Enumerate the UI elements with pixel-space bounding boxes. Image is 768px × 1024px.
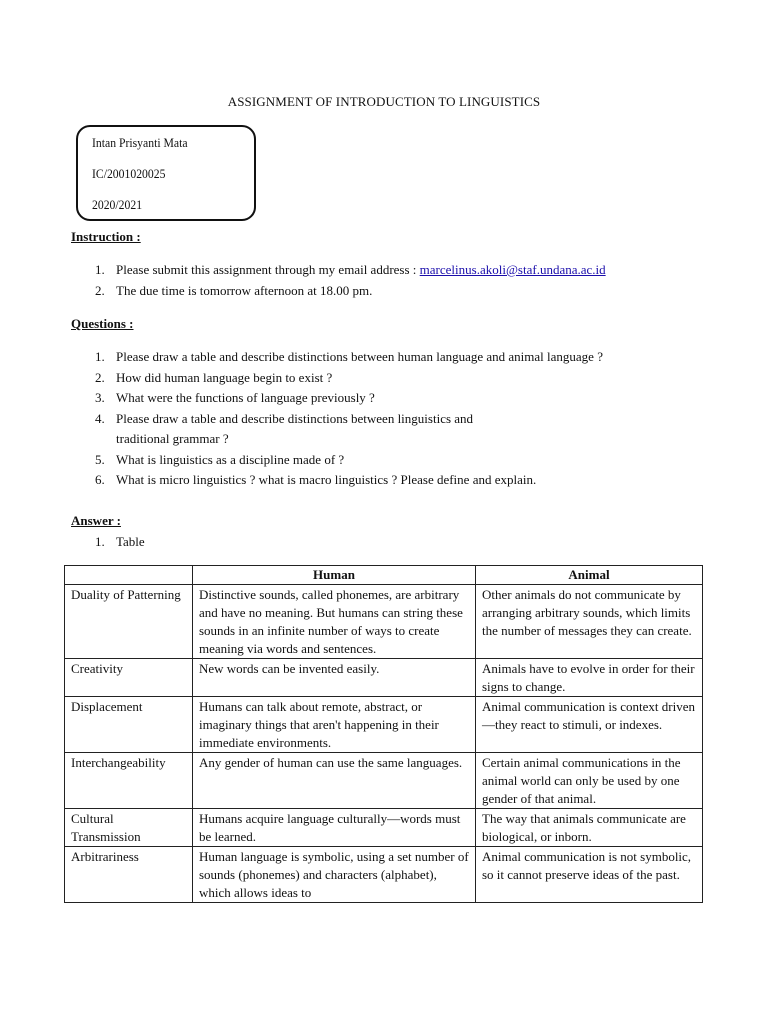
table-header-cell: Human [193, 566, 476, 585]
list-number: 1. [95, 349, 105, 364]
list-text: The due time is tomorrow afternoon at 18.00 pm. [116, 282, 373, 298]
table-row [65, 659, 703, 697]
list-text: Please submit this assignment through my email address : [116, 262, 420, 277]
table-cell: Displacement [65, 697, 193, 753]
table-cell: Arbitrariness [65, 847, 193, 903]
table-row [65, 585, 703, 659]
table-cell: New words can be invented easily. [193, 659, 476, 697]
answer-heading: Answer : [71, 513, 121, 528]
student-info-box [76, 125, 256, 221]
list-number: 3. [95, 390, 105, 405]
table-cell: Human language is symbolic, using a set number of sounds (phonemes) and characters (alphabet), which allows ideas to [193, 847, 476, 903]
list-text: Please draw a table and describe distinctions between linguistics and [116, 410, 474, 426]
student-name: Intan Prisyanti Mata [92, 135, 188, 150]
list-item [71, 347, 711, 368]
list-number: 2. [95, 369, 105, 385]
table-cell: Other animals do not communicate by arranging arbitrary sounds, which limits the number of messages they can create. [476, 585, 703, 659]
list-text: What were the functions of language previously ? [116, 390, 375, 405]
list-text: What is micro linguistics ? what is macro linguistics ? Please define and explain. [116, 472, 537, 487]
list-item [71, 532, 711, 553]
table-header-row [65, 566, 703, 585]
list-text-continued: traditional grammar ? [116, 431, 229, 446]
list-item [71, 450, 711, 471]
table-cell: Humans can talk about remote, abstract, or imaginary things that aren't happening in their immediate environments. [193, 697, 476, 753]
table-cell: Animal communication is not symbolic, so it cannot preserve ideas of the past. [476, 847, 703, 903]
table-cell: Certain animal communications in the animal world can only be used by one gender of that animal. [476, 753, 703, 809]
table-header-cell [65, 566, 193, 585]
table-row [65, 809, 703, 847]
list-item [71, 260, 711, 281]
list-item [71, 470, 711, 491]
table-cell: Creativity [65, 659, 193, 697]
table-row [65, 847, 703, 903]
list-number: 4. [95, 410, 105, 426]
comparison-table [64, 565, 703, 903]
list-number: 1. [95, 262, 105, 277]
questions-list [71, 347, 711, 491]
table-cell: Animals have to evolve in order for their signs to change. [476, 659, 703, 697]
list-text: How did human language begin to exist ? [116, 369, 333, 385]
table-row [65, 697, 703, 753]
table-cell: Distinctive sounds, called phonemes, are arbitrary and have no meaning. But humans can string these sounds in an infinite number of ways to create meaning via words and sentences. [193, 585, 476, 659]
student-id: IC/2001020025 [92, 166, 166, 181]
list-number: 2. [95, 282, 105, 298]
list-item [71, 409, 711, 450]
answer-list [71, 532, 711, 553]
list-text: Table [116, 534, 145, 549]
table-cell: Any gender of human can use the same languages. [193, 753, 476, 809]
table-cell: Cultural Transmission [65, 809, 193, 847]
email-link[interactable]: marcelinus.akoli@staf.undana.ac.id [419, 262, 606, 277]
instruction-heading: Instruction : [71, 229, 141, 244]
instruction-list [71, 260, 711, 301]
table-cell: Interchangeability [65, 753, 193, 809]
table-row [65, 753, 703, 809]
academic-year: 2020/2021 [92, 197, 143, 212]
table-cell: Animal communication is context driven—they react to stimuli, or indexes. [476, 697, 703, 753]
list-item [71, 388, 711, 409]
table-cell: Humans acquire language culturally—words must be learned. [193, 809, 476, 847]
questions-heading: Questions : [71, 316, 134, 331]
list-number: 1. [95, 534, 105, 549]
list-text: Please draw a table and describe distinctions between human language and animal language ? [116, 349, 603, 364]
list-number: 5. [95, 451, 105, 467]
list-number: 6. [95, 472, 105, 487]
table-cell: The way that animals communicate are biological, or inborn. [476, 809, 703, 847]
list-item [71, 368, 711, 389]
table-header-cell: Animal [476, 566, 703, 585]
table-cell: Duality of Patterning [65, 585, 193, 659]
list-item [71, 281, 711, 302]
list-text: What is linguistics as a discipline made of ? [116, 451, 345, 467]
page-title: ASSIGNMENT OF INTRODUCTION TO LINGUISTICS [227, 94, 541, 109]
